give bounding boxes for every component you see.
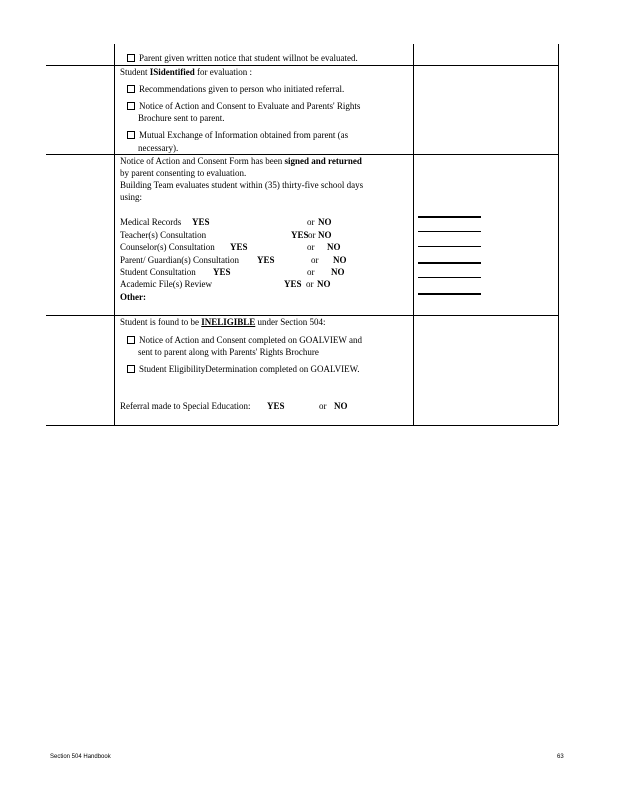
no-option: NO: [317, 279, 331, 289]
row-divider: [46, 315, 558, 316]
referral-label: Referral made to Special Education:: [120, 401, 251, 411]
consult-row-label: Academic File(s) Review: [120, 279, 212, 289]
page-number: 63: [557, 754, 564, 760]
yes-option: YES: [257, 255, 275, 265]
checkbox-icon: [127, 336, 135, 344]
ineligible-heading: Student is found to be INELIGIBLE under Section 504:: [120, 317, 326, 327]
or-text: or: [306, 279, 314, 289]
date-blank-line[interactable]: [418, 231, 481, 232]
recommendations-item: Recommendations given to person who initiated referral.: [127, 84, 344, 95]
mutual-exchange-item-cont: necessary).: [138, 143, 179, 153]
footer-title: Section 504 Handbook: [50, 754, 111, 760]
consult-row-label: Counselor(s) Consultation: [120, 242, 215, 252]
yes-option: YES: [213, 267, 231, 277]
or-text: or: [319, 401, 327, 411]
date-blank-line[interactable]: [418, 216, 481, 218]
checkbox-icon: [127, 54, 135, 62]
consult-row-label: Student Consultation: [120, 267, 196, 277]
no-option: NO: [318, 230, 332, 240]
notice-action-item: Notice of Action and Consent to Evaluate and Parents' Rights: [127, 101, 360, 112]
evaluation-line: Building Team evaluates student within (35) thirty-five school days: [120, 180, 364, 190]
or-text: or: [311, 255, 319, 265]
no-option: NO: [334, 401, 348, 411]
parent-notice-item: Parent given written notice that student willnot be evaluated.: [127, 53, 358, 64]
goalview-notice-item: Notice of Action and Consent completed on GOALVIEW and: [127, 335, 362, 346]
column-divider: [413, 44, 414, 425]
using-line: using:: [120, 192, 143, 202]
no-option: NO: [318, 217, 332, 227]
yes-option: YES: [230, 242, 248, 252]
yes-option: YES: [291, 230, 309, 240]
consult-row-label: Teacher(s) Consultation: [120, 230, 207, 240]
yes-option: YES: [192, 217, 210, 227]
mutual-exchange-item: Mutual Exchange of Information obtained from parent (as: [127, 130, 348, 141]
yes-option: YES: [267, 401, 285, 411]
row-divider: [46, 154, 558, 155]
table-bottom-border: [46, 425, 558, 426]
eligibility-determination-item: Student EligibilityDetermination completed on GOALVIEW.: [127, 364, 360, 375]
row-divider: [46, 65, 558, 66]
date-blank-line[interactable]: [418, 293, 481, 295]
consult-row-label: Medical Records: [120, 217, 182, 227]
or-text: or: [307, 267, 315, 277]
identified-heading: Student ISidentified for evaluation :: [120, 67, 253, 77]
consult-row-label: Parent/ Guardian(s) Consultation: [120, 255, 239, 265]
consent-signed-line: Notice of Action and Consent Form has been signed and returned: [120, 156, 362, 166]
no-option: NO: [327, 242, 341, 252]
or-text: or: [307, 217, 315, 227]
or-text: or: [308, 230, 316, 240]
column-divider: [114, 44, 115, 425]
no-option: NO: [331, 267, 345, 277]
table-right-border: [558, 44, 559, 425]
notice-action-item-cont: Brochure sent to parent.: [138, 113, 225, 123]
date-blank-line[interactable]: [418, 262, 481, 264]
date-blank-line[interactable]: [418, 277, 481, 278]
checkbox-icon: [127, 102, 135, 110]
other-label: Other:: [120, 292, 146, 302]
checkbox-icon: [127, 85, 135, 93]
date-blank-line[interactable]: [418, 246, 481, 247]
consent-line-2: by parent consenting to evaluation.: [120, 168, 247, 178]
yes-option: YES: [284, 279, 302, 289]
checkbox-icon: [127, 365, 135, 373]
checkbox-icon: [127, 131, 135, 139]
or-text: or: [307, 242, 315, 252]
no-option: NO: [333, 255, 347, 265]
goalview-notice-item-cont: sent to parent along with Parents' Rights Brochure: [138, 347, 319, 357]
